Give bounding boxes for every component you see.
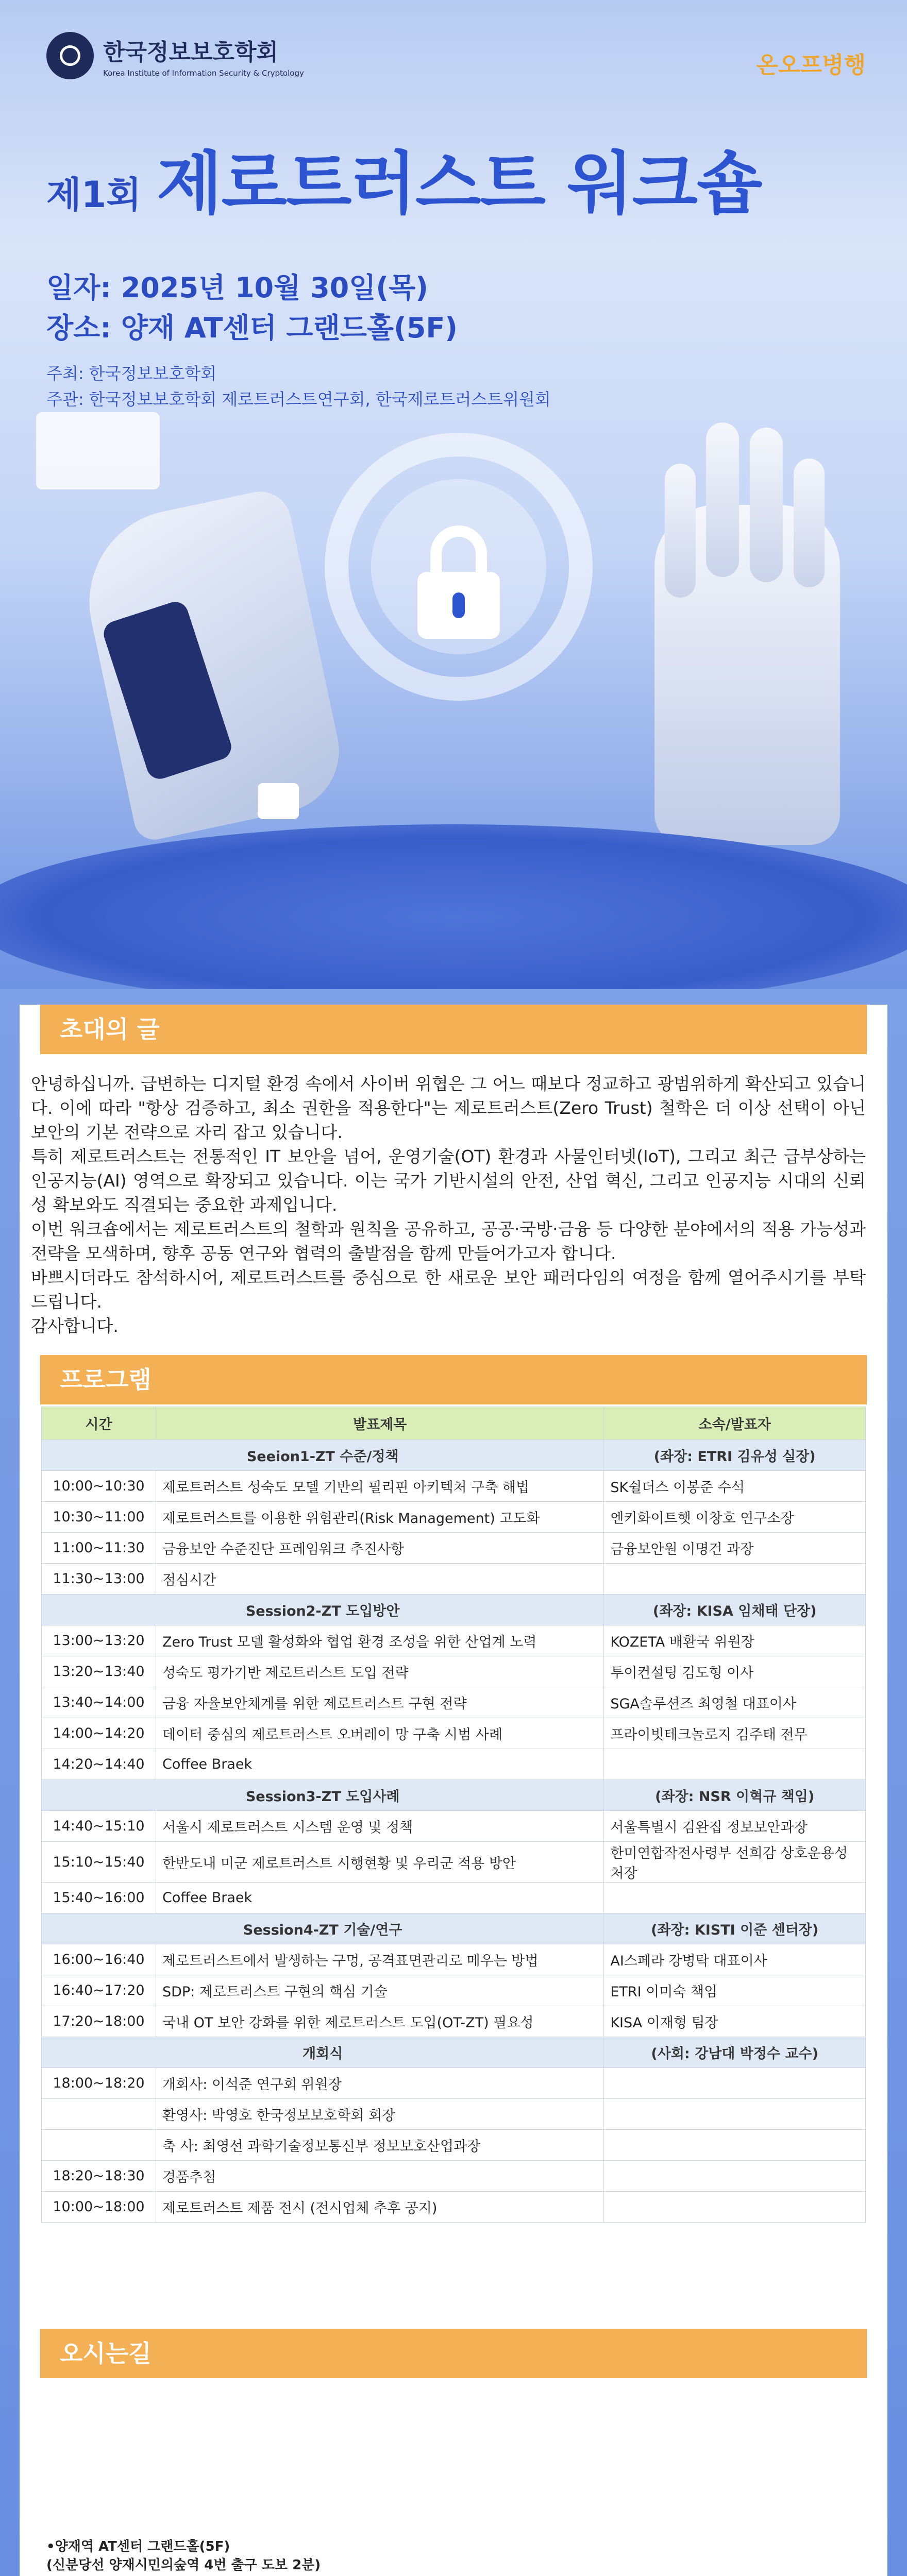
program-time: 10:30~11:00 xyxy=(42,1502,156,1533)
session-row xyxy=(42,1440,866,1471)
map-caption-venue: •양재역 AT센터 그랜드홀(5F) xyxy=(46,2539,230,2554)
program-row xyxy=(42,1471,866,1502)
program-title: 국내 OT 보안 강화를 위한 제로트러스트 도입(OT-ZT) 필요성 xyxy=(156,2006,603,2037)
program-speaker: 프라이빗테크놀로지 김주태 전무 xyxy=(604,1718,866,1749)
intro-paragraph: 이번 워크숍에서는 제로트러스트의 철학과 원칙을 공유하고, 공공·국방·금융 등 다양한 분야에서의 적용 가능성과 전략을 모색하며, 향후 공동 연구와 협력의 출발점을 함께 만들어가고자 합니다. xyxy=(31,1219,866,1263)
program-row xyxy=(42,2130,866,2161)
program-time: 13:40~14:00 xyxy=(42,1687,156,1718)
program-title: 점심시간 xyxy=(156,1564,603,1595)
program-speaker: AI스페라 강병탁 대표이사 xyxy=(604,1944,866,1975)
session-title: 개회식 xyxy=(42,2037,604,2068)
map-caption-subway: (신분당선 양재시민의숲역 4번 출구 도보 2분) xyxy=(46,2557,321,2573)
program-row xyxy=(42,1975,866,2006)
session-row xyxy=(42,1595,866,1625)
program-row xyxy=(42,1811,866,1842)
title-main: 제로트러스트 워크숍 xyxy=(156,144,762,224)
program-time: 18:20~18:30 xyxy=(42,2161,156,2192)
program-speaker: SGA솔루션즈 최영철 대표이사 xyxy=(604,1687,866,1718)
program-title: Coffee Braek xyxy=(156,1749,603,1780)
program-row xyxy=(42,2068,866,2099)
program-speaker xyxy=(604,2161,866,2192)
session-chair: (좌장: NSR 이혁규 책임) xyxy=(604,1780,866,1811)
column-header-time: 시간 xyxy=(42,1407,156,1440)
robot-finger xyxy=(665,464,696,598)
program-title: 제로트러스트를 이용한 위험관리(Risk Management) 고도화 xyxy=(156,1502,603,1533)
program-row xyxy=(42,1502,866,1533)
program-time: 10:00~10:30 xyxy=(42,1471,156,1502)
title-prefix: 제1회 xyxy=(46,174,141,216)
session-row xyxy=(42,1780,866,1811)
event-hosts xyxy=(46,361,551,412)
program-speaker xyxy=(604,2192,866,2223)
session-chair: (좌장: KISA 임채태 단장) xyxy=(604,1595,866,1625)
robot-hand-illustration xyxy=(654,505,840,845)
program-row xyxy=(42,1533,866,1564)
program-title: 성숙도 평가기반 제로트러스트 도입 전략 xyxy=(156,1656,603,1687)
program-time: 15:40~16:00 xyxy=(42,1883,156,1913)
program-speaker: KOZETA 배환국 위원장 xyxy=(604,1625,866,1656)
program-title: 금융보안 수준진단 프레임워크 추진사항 xyxy=(156,1533,603,1564)
program-title: 한반도내 미군 제로트러스트 시행현황 및 우리군 적용 방안 xyxy=(156,1842,603,1883)
program-title: Zero Trust 모델 활성화와 협업 환경 조성을 위한 산업계 노력 xyxy=(156,1625,603,1656)
program-row xyxy=(42,1656,866,1687)
keyhole-icon xyxy=(452,592,465,618)
intro-paragraph: 바쁘시더라도 참석하시어, 제로트러스트를 중심으로 한 새로운 보안 패러다임의 여정을 함께 열어주시기를 부탁드립니다. xyxy=(31,1267,866,1312)
program-time: 10:00~18:00 xyxy=(42,2192,156,2223)
intro-paragraph: 감사합니다. xyxy=(31,1316,119,1336)
program-title: 환영사: 박영호 한국정보보호학회 회장 xyxy=(156,2099,603,2130)
program-title: Coffee Braek xyxy=(156,1883,603,1913)
program-time: 11:00~11:30 xyxy=(42,1533,156,1564)
program-time xyxy=(42,2099,156,2130)
event-date: 일자: 2025년 10월 30일(목) xyxy=(46,272,428,304)
program-table-header xyxy=(42,1407,866,1440)
program-time: 11:30~13:00 xyxy=(42,1564,156,1595)
program-time: 14:20~14:40 xyxy=(42,1749,156,1780)
program-title: SDP: 제로트러스트 구현의 핵심 기술 xyxy=(156,1975,603,2006)
program-row xyxy=(42,1564,866,1595)
session-title: Session3-ZT 도입사례 xyxy=(42,1780,604,1811)
program-title: 데이터 중심의 제로트러스트 오버레이 망 구축 시범 사례 xyxy=(156,1718,603,1749)
org-emblem-icon xyxy=(46,32,94,79)
program-speaker xyxy=(604,2068,866,2099)
program-row xyxy=(42,1687,866,1718)
program-time: 14:00~14:20 xyxy=(42,1718,156,1749)
program-speaker xyxy=(604,2099,866,2130)
session-title: Session4-ZT 기술/연구 xyxy=(42,1913,604,1944)
program-speaker: KISA 이재형 팀장 xyxy=(604,2006,866,2037)
session-chair: (좌장: ETRI 김유성 실장) xyxy=(604,1440,866,1471)
program-row xyxy=(42,2006,866,2037)
program-title: 금융 자율보안체계를 위한 제로트러스트 구현 전략 xyxy=(156,1687,603,1718)
org-name: 한국정보보호학회 xyxy=(103,39,279,65)
program-row xyxy=(42,1944,866,1975)
event-venue: 장소: 양재 AT센터 그랜드홀(5F) xyxy=(46,312,458,344)
program-speaker xyxy=(604,1883,866,1913)
map-caption xyxy=(46,2537,321,2574)
program-row xyxy=(42,2099,866,2130)
small-lock-icon xyxy=(258,783,299,819)
onoff-label: 온오프병행 xyxy=(756,52,866,78)
hero-banner xyxy=(0,0,907,989)
podium-illustration xyxy=(0,824,907,989)
program-time xyxy=(42,2130,156,2161)
robot-finger xyxy=(706,422,739,577)
program-time: 17:20~18:00 xyxy=(42,2006,156,2037)
program-title: 개회사: 이석준 연구회 위원장 xyxy=(156,2068,603,2099)
org-logo xyxy=(46,32,304,79)
id-card-illustration xyxy=(36,412,160,489)
program-row xyxy=(42,1749,866,1780)
program-title: 경품추첨 xyxy=(156,2161,603,2192)
robot-finger xyxy=(794,459,825,587)
program-time: 14:40~15:10 xyxy=(42,1811,156,1842)
column-header-speaker: 소속/발표자 xyxy=(604,1407,866,1440)
intro-paragraph: 안녕하십니까. 급변하는 디지털 환경 속에서 사이버 위협은 그 어느 때보다 정교하고 광범위하게 확산되고 있습니다. 이에 따라 "항상 검증하고, 최소 권한을 적용한다"는 제로트러스트(Zero Trust) 철학은 더 이상 선택이 아닌 보안의 기본 전략으로 자리 잡고 있습니다. xyxy=(31,1074,866,1142)
program-speaker: 엔키화이트햇 이창호 연구소장 xyxy=(604,1502,866,1533)
program-time: 16:40~17:20 xyxy=(42,1975,156,2006)
session-row xyxy=(42,2037,866,2068)
event-title xyxy=(46,129,762,227)
program-title: 축 사: 최영선 과학기술정보통신부 정보보호산업과장 xyxy=(156,2130,603,2161)
program-speaker: 서울특별시 김완집 정보보안과장 xyxy=(604,1811,866,1842)
program-row xyxy=(42,1883,866,1913)
intro-paragraph: 특히 제로트러스트는 전통적인 IT 보안을 넘어, 운영기술(OT) 환경과 사물인터넷(IoT), 그리고 최근 급부상하는 인공지능(AI) 영역으로 확장되고 있습니다. 이는 국가 기반시설의 안전, 산업 혁신, 그리고 인공지능 시대의 신뢰성 확보와도 직결되는 중요한 과제입니다. xyxy=(31,1146,866,1215)
program-time: 13:20~13:40 xyxy=(42,1656,156,1687)
section-program-title: 프로그램 xyxy=(40,1355,867,1404)
program-row xyxy=(42,2161,866,2192)
program-time: 18:00~18:20 xyxy=(42,2068,156,2099)
column-header-title: 발표제목 xyxy=(156,1407,603,1440)
program-time: 16:00~16:40 xyxy=(42,1944,156,1975)
program-table xyxy=(41,1406,866,2223)
session-chair: (좌장: KISTI 이준 센터장) xyxy=(604,1913,866,1944)
program-title: 제로트러스트에서 발생하는 구멍, 공격표면관리로 메우는 방법 xyxy=(156,1944,603,1975)
program-speaker: SK쉴더스 이봉준 수석 xyxy=(604,1471,866,1502)
intro-text xyxy=(31,1072,866,1338)
org-name-en: Korea Institute of Information Security & Cryptology xyxy=(103,69,304,78)
program-speaker: 금융보안원 이명건 과장 xyxy=(604,1533,866,1564)
host-line: 주최: 한국정보보호학회 xyxy=(46,364,217,383)
program-title: 제로트러스트 제품 전시 (전시업체 추후 공지) xyxy=(156,2192,603,2223)
program-speaker: 투이컨설팅 김도형 이사 xyxy=(604,1656,866,1687)
program-row xyxy=(42,1625,866,1656)
program-time: 13:00~13:20 xyxy=(42,1625,156,1656)
robot-finger xyxy=(750,428,783,582)
event-info xyxy=(46,268,458,348)
program-title: 서울시 제로트러스트 시스템 운영 및 정책 xyxy=(156,1811,603,1842)
program-speaker xyxy=(604,1749,866,1780)
program-row xyxy=(42,1718,866,1749)
program-title: 제로트러스트 성숙도 모델 기반의 필리핀 아키텍처 구축 해법 xyxy=(156,1471,603,1502)
organizer-line: 주관: 한국정보보호학회 제로트러스트연구회, 한국제로트러스트위원회 xyxy=(46,389,551,409)
program-speaker xyxy=(604,1564,866,1595)
session-title: Seeion1-ZT 수준/정책 xyxy=(42,1440,604,1471)
section-directions-title: 오시는길 xyxy=(40,2329,867,2378)
section-intro-title: 초대의 글 xyxy=(40,1005,867,1054)
session-row xyxy=(42,1913,866,1944)
session-title: Session2-ZT 도입방안 xyxy=(42,1595,604,1625)
program-row xyxy=(42,2192,866,2223)
program-row xyxy=(42,1842,866,1883)
program-speaker xyxy=(604,2130,866,2161)
program-speaker: 한미연합작전사령부 선희감 상호운용성처장 xyxy=(604,1842,866,1883)
program-time: 15:10~15:40 xyxy=(42,1842,156,1883)
session-chair: (사회: 강남대 박정수 교수) xyxy=(604,2037,866,2068)
program-speaker: ETRI 이미숙 책임 xyxy=(604,1975,866,2006)
